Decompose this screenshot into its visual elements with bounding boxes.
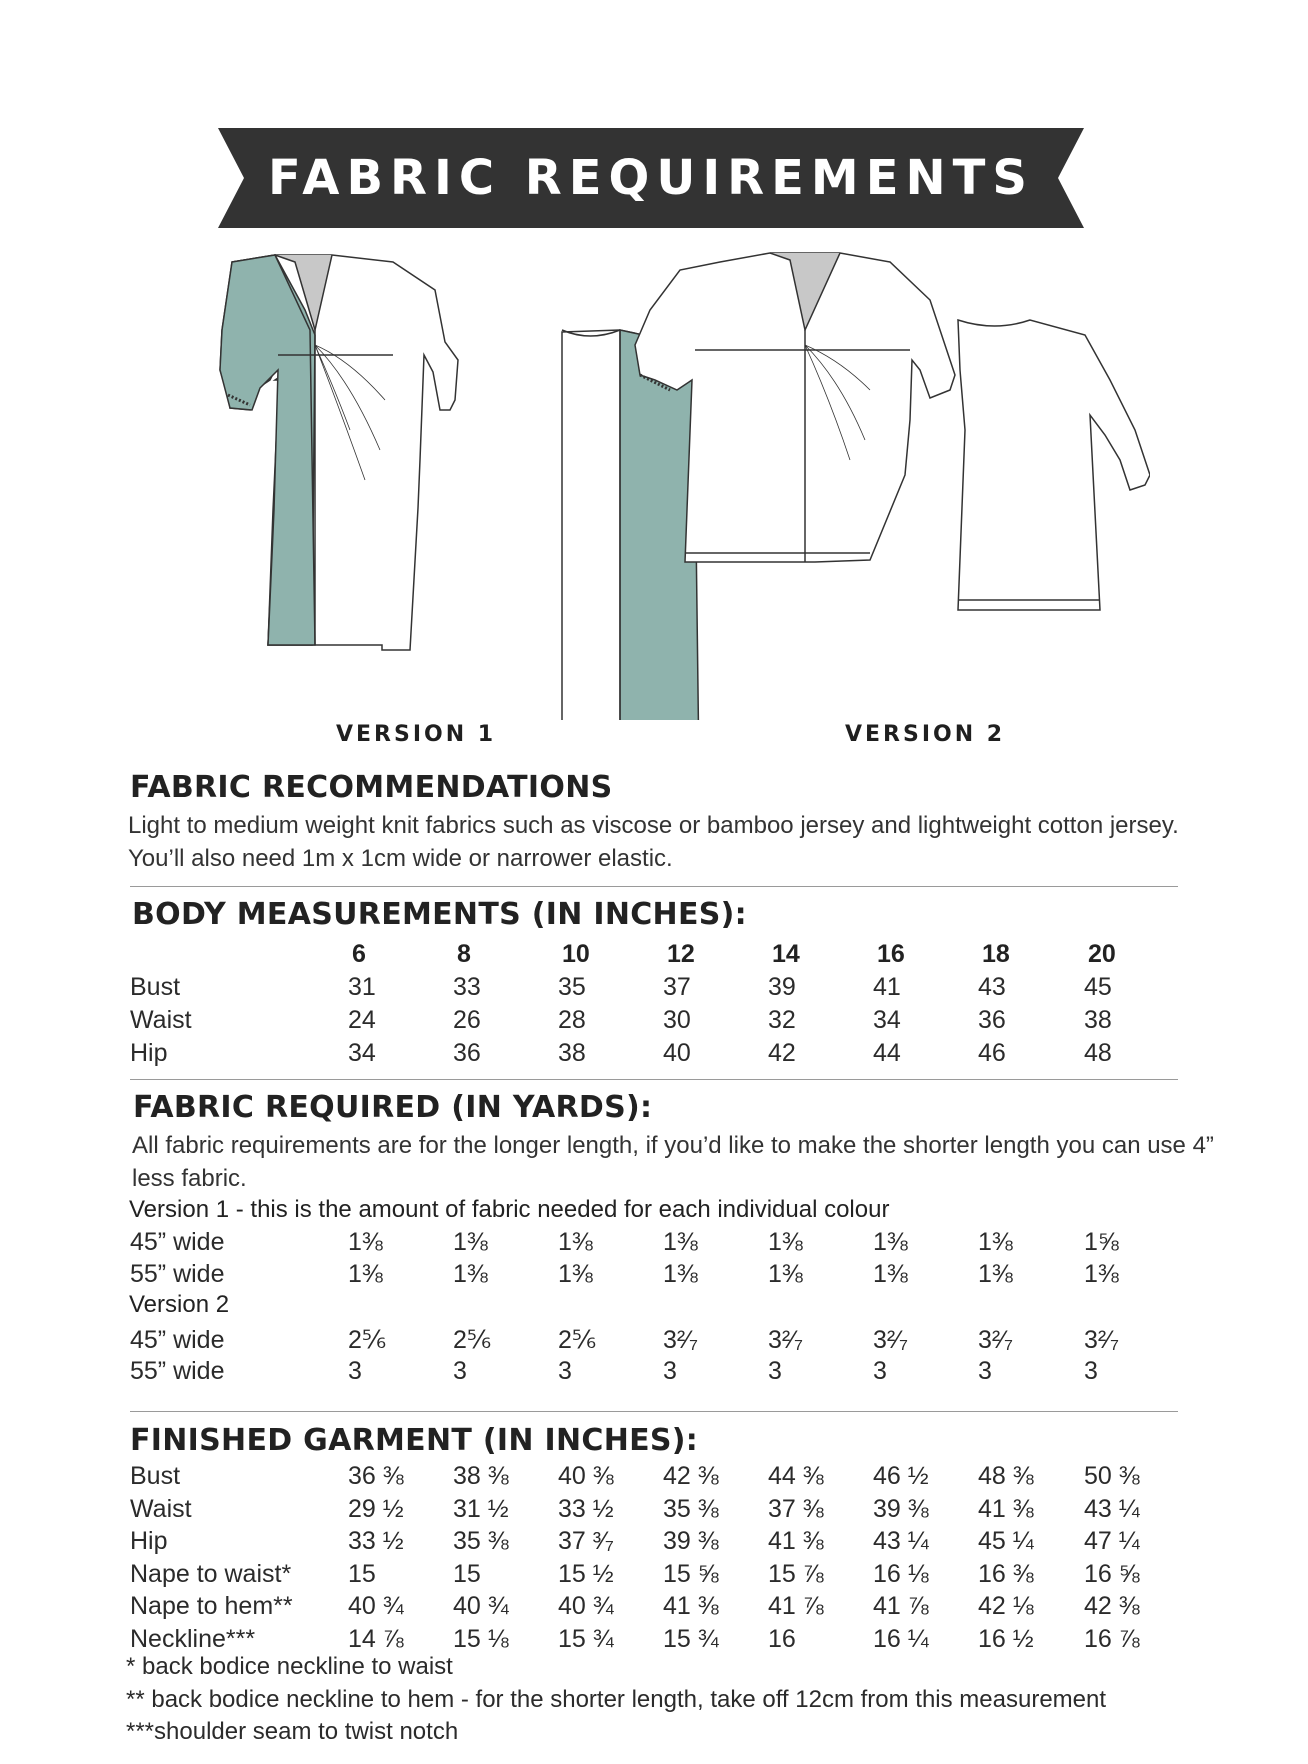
- table-row: [130, 971, 1170, 1004]
- table-cell: 40 ¾: [348, 1592, 404, 1620]
- row-label: Hip: [130, 1527, 168, 1555]
- table-cell: 3: [558, 1357, 572, 1385]
- table-row: [130, 1558, 1170, 1591]
- table-cell: 43 ¼: [1084, 1494, 1140, 1523]
- row-label: 45” wide: [130, 1228, 225, 1256]
- table-cell: 2⅚: [558, 1326, 597, 1354]
- table-cell: 3: [873, 1357, 887, 1385]
- footnote-1: * back bodice neckline to waist: [126, 1653, 453, 1680]
- table-row: [130, 1226, 1170, 1258]
- table-cell: 3²⁄₇: [978, 1326, 1013, 1354]
- row-label: Bust: [130, 1462, 181, 1490]
- dress-illustrations: [150, 250, 1150, 720]
- table-cell: 3: [768, 1357, 782, 1385]
- table-cell: 35 ⅜: [453, 1527, 509, 1555]
- table-cell: 3²⁄₇: [663, 1326, 698, 1354]
- table-cell: 40 ¾: [558, 1592, 614, 1620]
- table-cell: 1⅜: [768, 1228, 803, 1256]
- table-cell: 47 ¼: [1084, 1527, 1140, 1555]
- body-measurements-table: [130, 938, 1170, 1070]
- table-cell: 45: [1084, 972, 1112, 1001]
- size-header: 16: [877, 940, 905, 968]
- table-cell: 16 ½: [978, 1624, 1034, 1653]
- table-cell: 16 ¼: [873, 1624, 929, 1653]
- table-cell: 31 ½: [453, 1494, 509, 1523]
- table-cell: 3: [1084, 1357, 1098, 1385]
- table-cell: 15 ¾: [558, 1624, 614, 1653]
- table-cell: 16 ⅜: [978, 1559, 1034, 1588]
- table-cell: 15: [348, 1559, 376, 1588]
- table-cell: 42 ⅛: [978, 1592, 1034, 1620]
- row-label: Neckline***: [130, 1624, 256, 1653]
- table-cell: 34: [873, 1005, 901, 1034]
- table-row: [130, 1493, 1170, 1526]
- size-header: 10: [562, 940, 590, 968]
- page-title: FABRIC REQUIREMENTS: [268, 150, 1034, 206]
- table-cell: 39 ⅜: [663, 1527, 719, 1555]
- table-cell: 16 ⅛: [873, 1559, 929, 1588]
- table-cell: 35: [558, 972, 586, 1001]
- table-cell: 1⅜: [978, 1260, 1013, 1288]
- table-cell: 3: [978, 1357, 992, 1385]
- size-header: 20: [1088, 940, 1116, 968]
- version1-fabric-title: Version 1 - this is the amount of fabric needed for each individual colour: [129, 1196, 890, 1223]
- table-cell: 31: [348, 972, 376, 1001]
- table-cell: 39: [768, 972, 796, 1001]
- table-row: [130, 1324, 1170, 1355]
- table-cell: 24: [348, 1005, 376, 1034]
- divider: [130, 1411, 1178, 1412]
- table-cell: 41 ⅞: [768, 1592, 824, 1620]
- table-cell: 1⅜: [768, 1260, 803, 1288]
- size-header-row: [130, 938, 1170, 971]
- row-label: 55” wide: [130, 1260, 225, 1288]
- row-label: Bust: [130, 972, 181, 1001]
- fabric-required-heading: FABRIC REQUIRED (IN YARDS):: [133, 1090, 653, 1125]
- table-cell: 38: [558, 1038, 586, 1067]
- table-cell: 14 ⅞: [348, 1624, 404, 1653]
- table-cell: 28: [558, 1005, 586, 1034]
- table-cell: 1⅜: [663, 1260, 698, 1288]
- table-cell: 38: [1084, 1005, 1112, 1034]
- row-label: Hip: [130, 1038, 168, 1067]
- table-cell: 44 ⅜: [768, 1462, 824, 1490]
- recommendations-line1: Light to medium weight knit fabrics such as viscose or bamboo jersey and lightweight cotton jersey.: [128, 812, 1179, 839]
- table-cell: 15 ⅛: [453, 1624, 509, 1653]
- table-cell: 33: [453, 972, 481, 1001]
- version1-fabric-table: [130, 1226, 1170, 1290]
- table-cell: 15 ⅝: [663, 1559, 719, 1588]
- table-cell: 1⅜: [558, 1228, 593, 1256]
- size-header: 12: [667, 940, 695, 968]
- table-cell: 41 ⅞: [873, 1592, 929, 1620]
- version2-fabric-table: [130, 1324, 1170, 1386]
- finished-garment-heading: FINISHED GARMENT (IN INCHES):: [130, 1423, 699, 1458]
- table-cell: 3: [663, 1357, 677, 1385]
- divider: [130, 886, 1178, 887]
- table-cell: 2⅚: [453, 1326, 492, 1354]
- table-cell: 15 ¾: [663, 1624, 719, 1653]
- table-cell: 3²⁄₇: [768, 1326, 803, 1354]
- size-header: 18: [982, 940, 1010, 968]
- table-cell: 50 ⅜: [1084, 1462, 1140, 1490]
- table-cell: 34: [348, 1038, 376, 1067]
- table-row: [130, 1460, 1170, 1493]
- version2-fabric-title: Version 2: [129, 1291, 230, 1318]
- footnote-3: ***shoulder seam to twist notch: [126, 1718, 459, 1745]
- divider: [130, 1079, 1178, 1080]
- table-cell: 32: [768, 1005, 796, 1034]
- row-label: 45” wide: [130, 1326, 225, 1354]
- table-cell: 33 ½: [348, 1527, 404, 1555]
- table-cell: 15 ⅞: [768, 1559, 824, 1588]
- table-cell: 40: [663, 1038, 691, 1067]
- table-cell: 33 ½: [558, 1494, 614, 1523]
- table-cell: 3²⁄₇: [1084, 1326, 1119, 1354]
- table-cell: 1⅜: [1084, 1260, 1119, 1288]
- row-label: Waist: [130, 1005, 192, 1034]
- table-row: [130, 1004, 1170, 1037]
- table-cell: 36: [978, 1005, 1006, 1034]
- fabric-note-line1: All fabric requirements are for the longer length, if you’d like to make the shorter length you can use 4”: [132, 1132, 1214, 1159]
- table-cell: 1⅜: [558, 1260, 593, 1288]
- table-cell: 41 ⅜: [768, 1527, 824, 1555]
- table-cell: 42 ⅜: [1084, 1592, 1140, 1620]
- table-cell: 1⅜: [348, 1228, 383, 1256]
- table-cell: 46 ½: [873, 1462, 929, 1490]
- size-header: 6: [352, 940, 366, 968]
- footnote-2: ** back bodice neckline to hem - for the shorter length, take off 12cm from this measurement: [126, 1686, 1107, 1713]
- table-cell: 1⅜: [873, 1260, 908, 1288]
- table-cell: 48 ⅜: [978, 1462, 1034, 1490]
- row-label: Waist: [130, 1494, 192, 1523]
- table-cell: 42: [768, 1038, 796, 1067]
- table-cell: 45 ¼: [978, 1527, 1034, 1555]
- table-cell: 44: [873, 1038, 901, 1067]
- table-cell: 1⅜: [348, 1260, 383, 1288]
- table-cell: 1⅜: [453, 1260, 488, 1288]
- table-row: [130, 1355, 1170, 1386]
- version1-front-dress: [220, 255, 458, 650]
- table-cell: 26: [453, 1005, 481, 1034]
- table-cell: 37: [663, 972, 691, 1001]
- table-cell: 16 ⅝: [1084, 1559, 1140, 1588]
- table-cell: 41: [873, 972, 901, 1001]
- table-cell: 1⅜: [663, 1228, 698, 1256]
- table-cell: 15 ½: [558, 1559, 614, 1588]
- table-cell: 39 ⅜: [873, 1494, 929, 1523]
- table-row: [130, 1037, 1170, 1070]
- table-cell: 3: [348, 1357, 362, 1385]
- table-cell: 1⅝: [1084, 1228, 1119, 1256]
- table-row: [130, 1623, 1170, 1656]
- table-cell: 41 ⅜: [663, 1592, 719, 1620]
- version1-label: VERSION 1: [336, 722, 497, 747]
- version2-back-dress: [958, 320, 1150, 610]
- table-cell: 38 ⅜: [453, 1462, 509, 1490]
- table-cell: 36 ⅜: [348, 1462, 404, 1490]
- table-row: [130, 1525, 1170, 1558]
- table-cell: 1⅜: [978, 1228, 1013, 1256]
- table-cell: 40 ¾: [453, 1592, 509, 1620]
- table-cell: 29 ½: [348, 1494, 404, 1523]
- table-cell: 3²⁄₇: [873, 1326, 908, 1354]
- table-cell: 1⅜: [873, 1228, 908, 1256]
- recommendations-heading: FABRIC RECOMMENDATIONS: [130, 770, 613, 805]
- table-cell: 1⅜: [453, 1228, 488, 1256]
- table-row: [130, 1258, 1170, 1290]
- table-cell: 48: [1084, 1038, 1112, 1067]
- table-cell: 46: [978, 1038, 1006, 1067]
- fabric-note-line2: less fabric.: [132, 1165, 247, 1192]
- row-label: Nape to waist*: [130, 1559, 292, 1588]
- row-label: Nape to hem**: [130, 1592, 293, 1620]
- table-cell: 43 ¼: [873, 1527, 929, 1555]
- table-cell: 16 ⅞: [1084, 1624, 1140, 1653]
- table-cell: 40 ⅜: [558, 1462, 614, 1490]
- table-cell: 3: [453, 1357, 467, 1385]
- finished-garment-table: [130, 1460, 1170, 1655]
- row-label: 55” wide: [130, 1357, 225, 1385]
- table-cell: 16: [768, 1624, 796, 1653]
- table-cell: 30: [663, 1005, 691, 1034]
- table-cell: 43: [978, 972, 1006, 1001]
- table-cell: 15: [453, 1559, 481, 1588]
- table-cell: 36: [453, 1038, 481, 1067]
- table-cell: 2⅚: [348, 1326, 387, 1354]
- table-cell: 37 ⅜: [768, 1494, 824, 1523]
- version2-label: VERSION 2: [845, 722, 1006, 747]
- recommendations-line2: You’ll also need 1m x 1cm wide or narrower elastic.: [128, 845, 673, 872]
- table-cell: 41 ⅜: [978, 1494, 1034, 1523]
- size-header: 14: [772, 940, 800, 968]
- table-row: [130, 1590, 1170, 1623]
- table-cell: 35 ⅜: [663, 1494, 719, 1523]
- body-measurements-heading: BODY MEASUREMENTS (IN INCHES):: [132, 897, 747, 932]
- table-cell: 37 ³⁄₇: [558, 1527, 614, 1555]
- title-banner: [218, 128, 1084, 228]
- size-header: 8: [457, 940, 471, 968]
- table-cell: 42 ⅜: [663, 1462, 719, 1490]
